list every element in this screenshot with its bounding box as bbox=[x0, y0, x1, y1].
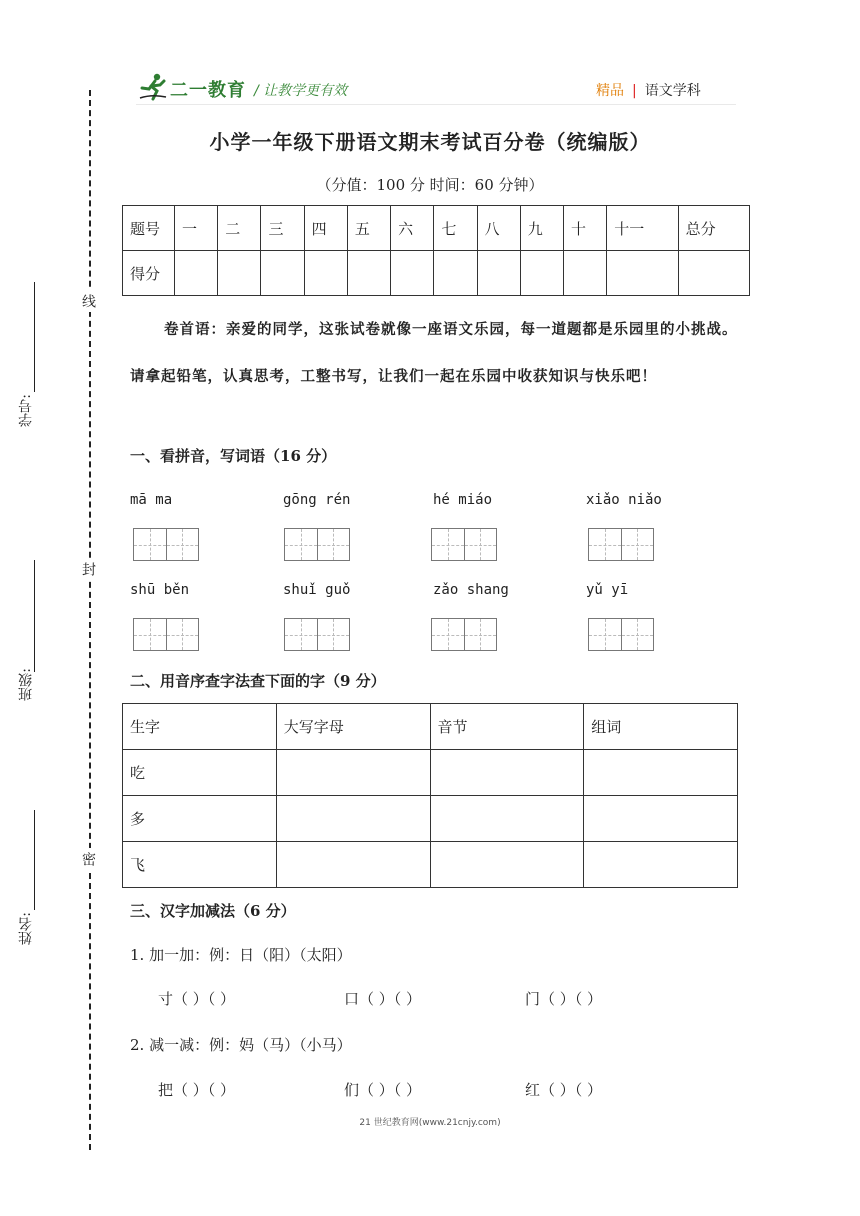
score-cell: 九 bbox=[520, 206, 563, 251]
pinyin-label: yǔ yī bbox=[586, 582, 629, 598]
lookup-char: 飞 bbox=[123, 842, 277, 888]
lookup-row bbox=[123, 842, 738, 888]
class-label: 班级: bbox=[18, 668, 34, 701]
lookup-blank[interactable] bbox=[430, 842, 584, 888]
question-2: 2. 减一减：例：妈（马）（小马） bbox=[130, 1036, 352, 1054]
lookup-header-cell: 音节 bbox=[430, 704, 584, 750]
intro-text: 卷首语：亲爱的同学，这张试卷就像一座语文乐园，每一道题都是乐园里的小挑战。请拿起铅笔，认真思考，工整书写，让我们一起在乐园中收获知识与快乐吧！ bbox=[130, 321, 738, 385]
score-cell: 一 bbox=[175, 206, 218, 251]
score-blank[interactable] bbox=[520, 251, 563, 296]
pinyin-label: mā ma bbox=[130, 492, 173, 508]
logo-text: 二一教育 bbox=[170, 80, 246, 101]
lookup-row bbox=[123, 796, 738, 842]
score-cell: 题号 bbox=[123, 206, 175, 251]
header-separator: | bbox=[632, 83, 637, 99]
header-divider bbox=[136, 104, 736, 105]
binding-char-mi: 密 bbox=[78, 848, 98, 870]
score-cell: 八 bbox=[477, 206, 520, 251]
lookup-char: 吃 bbox=[123, 750, 277, 796]
score-blank[interactable] bbox=[434, 251, 477, 296]
score-blank[interactable] bbox=[261, 251, 304, 296]
score-row-label: 得分 bbox=[123, 251, 175, 296]
student-id-label: 学号: bbox=[18, 394, 34, 427]
score-cell: 三 bbox=[261, 206, 304, 251]
binding-char-xian: 线 bbox=[78, 290, 98, 312]
lookup-blank[interactable] bbox=[584, 842, 738, 888]
pinyin-label: xiǎo niǎo bbox=[586, 492, 662, 508]
pinyin-label: gōng rén bbox=[283, 492, 351, 508]
running-man-logo-icon bbox=[138, 72, 168, 102]
score-value-row bbox=[123, 251, 750, 296]
score-blank[interactable] bbox=[347, 251, 390, 296]
score-cell: 六 bbox=[391, 206, 434, 251]
score-cell: 二 bbox=[218, 206, 261, 251]
q2-item[interactable]: 红（ ）（ ） bbox=[525, 1081, 603, 1099]
section3-title: 三、汉字加减法（6 分） bbox=[130, 902, 296, 920]
page-title: 小学一年级下册语文期末考试百分卷（统编版） bbox=[209, 130, 651, 154]
subject-label: 语文学科 bbox=[644, 83, 701, 99]
score-blank[interactable] bbox=[391, 251, 434, 296]
q1-item[interactable]: 口（ ）（ ） bbox=[344, 990, 422, 1008]
lookup-row bbox=[123, 750, 738, 796]
q2-item[interactable]: 们（ ）（ ） bbox=[344, 1081, 422, 1099]
score-blank[interactable] bbox=[175, 251, 218, 296]
lookup-blank[interactable] bbox=[430, 796, 584, 842]
binding-char-feng: 封 bbox=[78, 558, 98, 580]
score-blank[interactable] bbox=[678, 251, 749, 296]
pinyin-label: zǎo shang bbox=[433, 582, 509, 598]
pinyin-label: hé miáo bbox=[433, 492, 493, 508]
score-cell: 十 bbox=[563, 206, 606, 251]
score-blank[interactable] bbox=[218, 251, 261, 296]
name-label: 姓名: bbox=[18, 912, 34, 945]
tianzige-box[interactable] bbox=[431, 528, 497, 561]
lookup-blank[interactable] bbox=[430, 750, 584, 796]
lookup-blank[interactable] bbox=[276, 842, 430, 888]
tianzige-box[interactable] bbox=[588, 618, 654, 651]
lookup-blank[interactable] bbox=[584, 796, 738, 842]
tianzige-box[interactable] bbox=[431, 618, 497, 651]
score-blank[interactable] bbox=[304, 251, 347, 296]
section1-title: 一、看拼音，写词语（16 分） bbox=[130, 447, 337, 465]
pinyin-label: shuǐ guǒ bbox=[283, 582, 351, 598]
lookup-table bbox=[122, 703, 738, 888]
lookup-header-cell: 生字 bbox=[123, 704, 277, 750]
tianzige-box[interactable] bbox=[588, 528, 654, 561]
score-header-row bbox=[123, 206, 750, 251]
lookup-blank[interactable] bbox=[276, 750, 430, 796]
lookup-header-row bbox=[123, 704, 738, 750]
tianzige-box[interactable] bbox=[284, 528, 350, 561]
score-cell: 五 bbox=[347, 206, 390, 251]
lookup-blank[interactable] bbox=[276, 796, 430, 842]
lookup-blank[interactable] bbox=[584, 750, 738, 796]
question-1: 1. 加一加：例：日（阳）（太阳） bbox=[130, 946, 352, 964]
score-cell: 七 bbox=[434, 206, 477, 251]
score-table bbox=[122, 205, 750, 296]
score-blank[interactable] bbox=[607, 251, 678, 296]
score-cell: 十一 bbox=[607, 206, 678, 251]
lookup-header-cell: 组词 bbox=[584, 704, 738, 750]
score-cell: 四 bbox=[304, 206, 347, 251]
pinyin-label: shū běn bbox=[130, 582, 190, 598]
page-subtitle: （分值：100 分 时间：60 分钟） bbox=[316, 176, 544, 194]
slogan: / 让教学更有效 bbox=[254, 83, 348, 99]
score-blank[interactable] bbox=[477, 251, 520, 296]
q1-item[interactable]: 寸（ ）（ ） bbox=[158, 990, 236, 1008]
q1-item[interactable]: 门（ ）（ ） bbox=[525, 990, 603, 1008]
tianzige-box[interactable] bbox=[133, 618, 199, 651]
lookup-char: 多 bbox=[123, 796, 277, 842]
student-id-line bbox=[34, 282, 35, 392]
header-tag-group bbox=[596, 80, 701, 100]
quality-tag: 精品 bbox=[596, 83, 624, 99]
score-blank[interactable] bbox=[563, 251, 606, 296]
page-footer: 21 世纪教育网(www.21cnjy.com) bbox=[359, 1118, 501, 1128]
section2-title: 二、用音序查字法查下面的字（9 分） bbox=[130, 672, 386, 690]
class-line bbox=[34, 560, 35, 672]
tianzige-box[interactable] bbox=[133, 528, 199, 561]
score-cell: 总分 bbox=[678, 206, 749, 251]
name-line bbox=[34, 810, 35, 910]
lookup-header-cell: 大写字母 bbox=[276, 704, 430, 750]
binding-dash-line bbox=[89, 90, 91, 1150]
q2-item[interactable]: 把（ ）（ ） bbox=[158, 1081, 236, 1099]
tianzige-box[interactable] bbox=[284, 618, 350, 651]
